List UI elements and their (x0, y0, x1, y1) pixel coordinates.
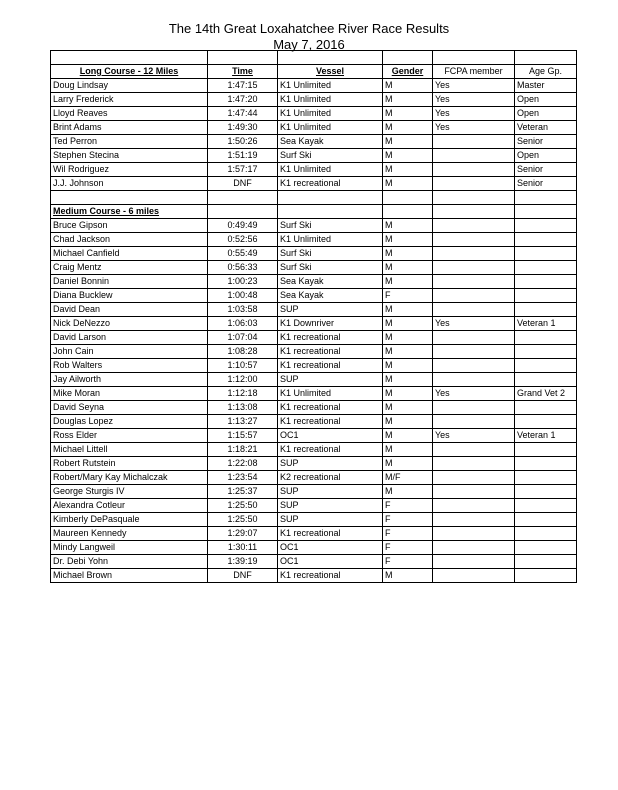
table-row (51, 246, 577, 260)
cell-fcpa (433, 414, 515, 428)
cell-fcpa (433, 372, 515, 386)
cell-vessel: K1 Unlimited (278, 92, 383, 106)
cell-age (515, 330, 577, 344)
table-row (51, 92, 577, 106)
page-subtitle-date: May 7, 2016 (273, 37, 345, 52)
cell-vessel: K1 Downriver (278, 316, 383, 330)
cell-fcpa (433, 484, 515, 498)
cell-name: Jay Ailworth (51, 372, 208, 386)
cell-vessel: K1 recreational (278, 568, 383, 582)
cell-name: Alexandra Cotleur (51, 498, 208, 512)
cell-name: Stephen Stecina (51, 148, 208, 162)
cell-vessel: K1 Unlimited (278, 120, 383, 134)
table-row (51, 120, 577, 134)
cell-gender: M (383, 274, 433, 288)
cell-vessel: K1 Unlimited (278, 78, 383, 92)
cell-vessel: SUP (278, 456, 383, 470)
cell-name: Craig Mentz (51, 260, 208, 274)
cell-fcpa: Yes (433, 106, 515, 120)
table-row (51, 470, 577, 484)
cell-age: Open (515, 148, 577, 162)
cell-fcpa (433, 498, 515, 512)
cell-vessel: K1 Unlimited (278, 162, 383, 176)
cell-gender: F (383, 512, 433, 526)
cell-name: David Seyna (51, 400, 208, 414)
cell-fcpa (433, 456, 515, 470)
cell-name: Michael Littell (51, 442, 208, 456)
cell-age (515, 456, 577, 470)
cell-fcpa (433, 260, 515, 274)
cell-name: Robert Rutstein (51, 456, 208, 470)
cell-fcpa (433, 568, 515, 582)
cell-age: Senior (515, 176, 577, 190)
cell-gender: M (383, 302, 433, 316)
cell-gender: M (383, 134, 433, 148)
cell-fcpa (433, 540, 515, 554)
cell-age (515, 498, 577, 512)
cell-fcpa: Yes (433, 120, 515, 134)
cell-time: 1:49:30 (208, 120, 278, 134)
cell-age: Senior (515, 134, 577, 148)
cell-time: 0:52:56 (208, 232, 278, 246)
cell-gender: F (383, 498, 433, 512)
cell-time: 1:25:37 (208, 484, 278, 498)
cell-vessel: K1 recreational (278, 330, 383, 344)
header-row (51, 64, 577, 78)
cell-gender: M (383, 120, 433, 134)
table-row (51, 442, 577, 456)
cell-empty (433, 190, 515, 204)
cell-gender: M (383, 386, 433, 400)
table-row (51, 568, 577, 582)
cell-gender: F (383, 526, 433, 540)
cell-name: Ted Perron (51, 134, 208, 148)
cell-gender: M (383, 358, 433, 372)
cell-empty (433, 204, 515, 218)
cell-time: 1:13:08 (208, 400, 278, 414)
cell-name: George Sturgis IV (51, 484, 208, 498)
cell-empty (278, 190, 383, 204)
cell-vessel: K1 Unlimited (278, 386, 383, 400)
cell-empty (278, 51, 383, 65)
cell-time: 1:07:04 (208, 330, 278, 344)
cell-fcpa: Yes (433, 92, 515, 106)
cell-name: Larry Frederick (51, 92, 208, 106)
cell-name: Kimberly DePasquale (51, 512, 208, 526)
cell-fcpa (433, 442, 515, 456)
cell-time: 0:49:49 (208, 218, 278, 232)
cell-age (515, 232, 577, 246)
results-table (50, 50, 577, 583)
cell-empty (515, 204, 577, 218)
cell-time: 1:08:28 (208, 344, 278, 358)
cell-fcpa (433, 330, 515, 344)
cell-age (515, 274, 577, 288)
cell-empty (208, 204, 278, 218)
header-vessel: Vessel (278, 64, 383, 78)
cell-name: Daniel Bonnin (51, 274, 208, 288)
cell-fcpa (433, 470, 515, 484)
table-row (51, 554, 577, 568)
cell-age (515, 526, 577, 540)
table-row (51, 400, 577, 414)
cell-empty (515, 51, 577, 65)
cell-fcpa (433, 274, 515, 288)
cell-time: 1:50:26 (208, 134, 278, 148)
cell-gender: M (383, 442, 433, 456)
cell-empty (208, 51, 278, 65)
cell-name: David Larson (51, 330, 208, 344)
cell-fcpa (433, 302, 515, 316)
cell-time: DNF (208, 176, 278, 190)
cell-age (515, 302, 577, 316)
table-row (51, 414, 577, 428)
section-header-row (51, 204, 577, 218)
cell-time: 1:29:07 (208, 526, 278, 540)
cell-time: 1:03:58 (208, 302, 278, 316)
cell-vessel: K2 recreational (278, 470, 383, 484)
cell-gender: M (383, 106, 433, 120)
table-row (51, 162, 577, 176)
cell-time: DNF (208, 568, 278, 582)
table-row (51, 428, 577, 442)
cell-name: Wil Rodriguez (51, 162, 208, 176)
cell-empty (51, 190, 208, 204)
cell-vessel: K1 recreational (278, 176, 383, 190)
cell-vessel: SUP (278, 498, 383, 512)
cell-age (515, 484, 577, 498)
cell-gender: M (383, 316, 433, 330)
table-row (51, 498, 577, 512)
cell-age (515, 442, 577, 456)
cell-name: John Cain (51, 344, 208, 358)
table-row (51, 526, 577, 540)
cell-name: J.J. Johnson (51, 176, 208, 190)
cell-gender: M (383, 232, 433, 246)
cell-time: 1:13:27 (208, 414, 278, 428)
table-row (51, 344, 577, 358)
cell-age (515, 358, 577, 372)
cell-vessel: Surf Ski (278, 218, 383, 232)
cell-age: Master (515, 78, 577, 92)
cell-name: David Dean (51, 302, 208, 316)
cell-gender: F (383, 288, 433, 302)
cell-age (515, 260, 577, 274)
cell-gender: M (383, 330, 433, 344)
table-row (51, 78, 577, 92)
cell-name: Rob Walters (51, 358, 208, 372)
cell-gender: M (383, 162, 433, 176)
cell-vessel: Surf Ski (278, 148, 383, 162)
table-row (51, 176, 577, 190)
cell-time: 1:30:11 (208, 540, 278, 554)
table-row (51, 456, 577, 470)
cell-time: 0:55:49 (208, 246, 278, 260)
cell-age (515, 288, 577, 302)
cell-age (515, 470, 577, 484)
table-row (51, 302, 577, 316)
spacer-row (51, 190, 577, 204)
cell-name: Diana Bucklew (51, 288, 208, 302)
cell-age (515, 400, 577, 414)
cell-time: 1:51:19 (208, 148, 278, 162)
cell-empty (278, 204, 383, 218)
cell-age: Open (515, 92, 577, 106)
cell-gender: M (383, 484, 433, 498)
cell-vessel: K1 recreational (278, 442, 383, 456)
cell-gender: M (383, 344, 433, 358)
cell-vessel: K1 recreational (278, 414, 383, 428)
cell-time: 1:39:19 (208, 554, 278, 568)
cell-name: Douglas Lopez (51, 414, 208, 428)
cell-vessel: OC1 (278, 540, 383, 554)
cell-gender: F (383, 540, 433, 554)
cell-name: Doug Lindsay (51, 78, 208, 92)
cell-age (515, 414, 577, 428)
cell-age (515, 512, 577, 526)
cell-vessel: OC1 (278, 554, 383, 568)
cell-fcpa (433, 148, 515, 162)
cell-gender: M (383, 148, 433, 162)
cell-time: 1:22:08 (208, 456, 278, 470)
cell-vessel: SUP (278, 512, 383, 526)
cell-fcpa (433, 526, 515, 540)
cell-empty (515, 190, 577, 204)
cell-fcpa: Yes (433, 316, 515, 330)
cell-time: 1:18:21 (208, 442, 278, 456)
cell-gender: M/F (383, 470, 433, 484)
table-row (51, 358, 577, 372)
cell-name: Lloyd Reaves (51, 106, 208, 120)
cell-name: Maureen Kennedy (51, 526, 208, 540)
cell-time: 1:47:15 (208, 78, 278, 92)
cell-fcpa (433, 218, 515, 232)
cell-time: 0:56:33 (208, 260, 278, 274)
table-row (51, 540, 577, 554)
cell-age (515, 246, 577, 260)
cell-gender: M (383, 260, 433, 274)
cell-time: 1:00:23 (208, 274, 278, 288)
cell-name: Brint Adams (51, 120, 208, 134)
cell-time: 1:10:57 (208, 358, 278, 372)
table-row (51, 232, 577, 246)
cell-time: 1:25:50 (208, 498, 278, 512)
cell-empty (383, 204, 433, 218)
cell-age: Senior (515, 162, 577, 176)
cell-fcpa (433, 344, 515, 358)
cell-name: Michael Brown (51, 568, 208, 582)
cell-vessel: Sea Kayak (278, 274, 383, 288)
table-row (51, 134, 577, 148)
cell-gender: M (383, 414, 433, 428)
cell-name: Robert/Mary Kay Michalczak (51, 470, 208, 484)
cell-vessel: SUP (278, 302, 383, 316)
cell-fcpa (433, 400, 515, 414)
table-row (51, 260, 577, 274)
cell-time: 1:25:50 (208, 512, 278, 526)
results-table-body (51, 51, 577, 583)
cell-age (515, 218, 577, 232)
header-long-course: Long Course - 12 Miles (51, 64, 208, 78)
table-row (51, 316, 577, 330)
cell-empty (433, 51, 515, 65)
medium-course-label: Medium Course - 6 miles (51, 204, 208, 218)
cell-vessel: Surf Ski (278, 260, 383, 274)
cell-vessel: Sea Kayak (278, 134, 383, 148)
cell-fcpa (433, 554, 515, 568)
cell-gender: M (383, 428, 433, 442)
cell-name: Nick DeNezzo (51, 316, 208, 330)
table-row (51, 512, 577, 526)
cell-gender: M (383, 400, 433, 414)
cell-vessel: K1 recreational (278, 400, 383, 414)
cell-time: 1:15:57 (208, 428, 278, 442)
table-row (51, 386, 577, 400)
cell-vessel: K1 Unlimited (278, 106, 383, 120)
cell-name: Mike Moran (51, 386, 208, 400)
cell-age (515, 344, 577, 358)
cell-fcpa (433, 246, 515, 260)
cell-age: Veteran (515, 120, 577, 134)
cell-gender: M (383, 78, 433, 92)
cell-fcpa: Yes (433, 78, 515, 92)
table-row (51, 106, 577, 120)
cell-name: Chad Jackson (51, 232, 208, 246)
cell-vessel: K1 recreational (278, 526, 383, 540)
cell-fcpa (433, 134, 515, 148)
cell-vessel: OC1 (278, 428, 383, 442)
header-fcpa-member: FCPA member (433, 64, 515, 78)
cell-time: 1:57:17 (208, 162, 278, 176)
cell-vessel: Surf Ski (278, 246, 383, 260)
header-age-group: Age Gp. (515, 64, 577, 78)
cell-gender: F (383, 554, 433, 568)
cell-vessel: SUP (278, 484, 383, 498)
cell-name: Mindy Langweil (51, 540, 208, 554)
cell-age: Veteran 1 (515, 428, 577, 442)
cell-gender: M (383, 456, 433, 470)
header-gender: Gender (383, 64, 433, 78)
cell-empty (383, 190, 433, 204)
table-row (51, 330, 577, 344)
cell-age (515, 540, 577, 554)
cell-empty (51, 51, 208, 65)
cell-age: Grand Vet 2 (515, 386, 577, 400)
cell-gender: M (383, 176, 433, 190)
cell-empty (383, 51, 433, 65)
table-row (51, 372, 577, 386)
cell-time: 1:23:54 (208, 470, 278, 484)
cell-fcpa (433, 512, 515, 526)
cell-vessel: K1 Unlimited (278, 232, 383, 246)
header-time: Time (208, 64, 278, 78)
cell-age (515, 372, 577, 386)
table-row (51, 148, 577, 162)
spacer-row (51, 51, 577, 65)
cell-gender: M (383, 568, 433, 582)
cell-age (515, 554, 577, 568)
cell-vessel: SUP (278, 372, 383, 386)
cell-fcpa: Yes (433, 428, 515, 442)
page-title: The 14th Great Loxahatchee River Race Results (168, 21, 450, 36)
cell-time: 1:12:18 (208, 386, 278, 400)
cell-gender: M (383, 218, 433, 232)
cell-time: 1:06:03 (208, 316, 278, 330)
cell-fcpa (433, 288, 515, 302)
cell-name: Ross Elder (51, 428, 208, 442)
cell-age: Veteran 1 (515, 316, 577, 330)
cell-time: 1:47:20 (208, 92, 278, 106)
cell-vessel: Sea Kayak (278, 288, 383, 302)
cell-name: Dr. Debi Yohn (51, 554, 208, 568)
cell-fcpa (433, 162, 515, 176)
cell-time: 1:00:48 (208, 288, 278, 302)
table-row (51, 274, 577, 288)
cell-vessel: K1 recreational (278, 358, 383, 372)
cell-empty (208, 190, 278, 204)
cell-time: 1:47:44 (208, 106, 278, 120)
cell-time: 1:12:00 (208, 372, 278, 386)
table-row (51, 484, 577, 498)
cell-age (515, 568, 577, 582)
cell-name: Michael Canfield (51, 246, 208, 260)
cell-gender: M (383, 372, 433, 386)
cell-vessel: K1 recreational (278, 344, 383, 358)
table-row (51, 218, 577, 232)
cell-fcpa (433, 358, 515, 372)
table-row (51, 288, 577, 302)
cell-age: Open (515, 106, 577, 120)
cell-fcpa (433, 176, 515, 190)
cell-gender: M (383, 246, 433, 260)
cell-fcpa: Yes (433, 386, 515, 400)
cell-name: Bruce Gipson (51, 218, 208, 232)
cell-gender: M (383, 92, 433, 106)
cell-fcpa (433, 232, 515, 246)
